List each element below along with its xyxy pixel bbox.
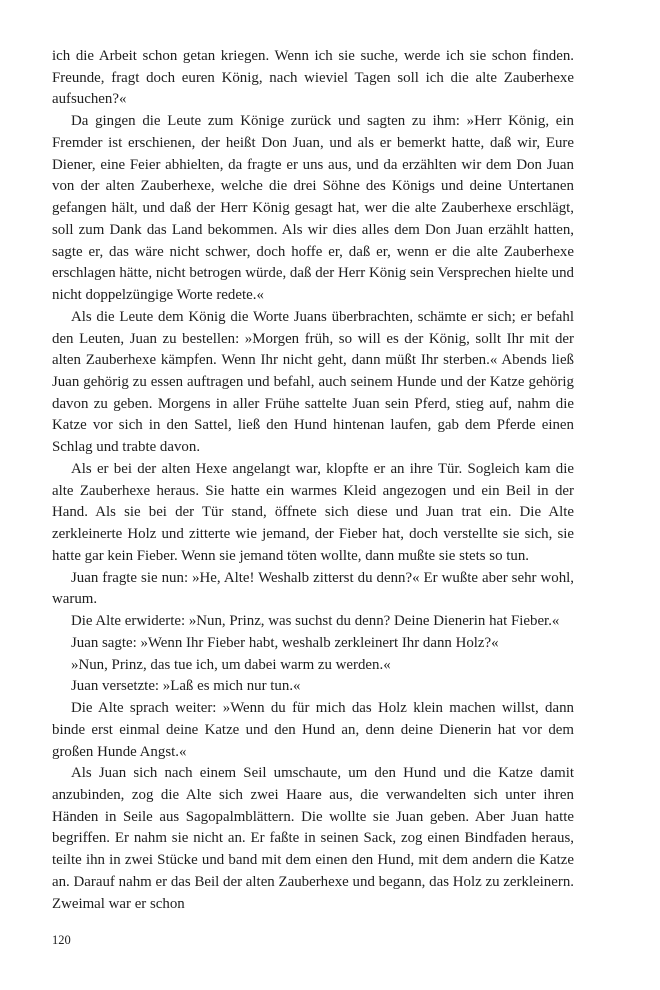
paragraph-6: Die Alte erwiderte: »Nun, Prinz, was suchst du denn? Deine Dienerin hat Fieber.« [71,613,560,630]
paragraph-10: Die Alte sprach weiter: »Wenn du für mich das Holz klein machen willst, dann binde erst einmal deine Katze und den Hund an, denn deine Dienerin hat vor dem großen Hunde Angst.« [52,700,574,760]
paragraph-4: Als er bei der alten Hexe angelangt war, klopfte er an ihre Tür. Sogleich kam die alte Zauberhexe heraus. Sie hatte ein warmes Kleid angezogen und ein Beil in der Hand. Als sie bei der Tür stand, öffnete sich diese und Juan trat ein. Die Alte zerkleinerte Holz und zitterte wie jemand, der Fieber hat, doch verstellte sie sich, sie hatte gar kein Fieber. Wenn sie jemand töten wollte, dann mußte sie stets so tun. [52,460,574,564]
page-body-text [52,46,574,915]
paragraph-5: Juan fragte sie nun: »He, Alte! Weshalb zitterst du denn?« Er wußte aber sehr wohl, warum. [52,569,574,608]
paragraph-3: Als die Leute dem König die Worte Juans überbrachten, schämte er sich; er befahl den Leuten, Juan zu bestellen: »Morgen früh, so will es der König, sollt Ihr mit der alten Zauberhexe kämpfen. Wenn Ihr nicht geht, dann müßt Ihr sterben.« Abends ließ Juan gehörig zu essen auftragen und befahl, auch seinem Hunde und der Katze gehörig davon zu geben. Morgens in aller Frühe sattelte Juan sein Pferd, stieg auf, nahm die Katze vor sich in den Sattel, ließ den Hund hintenan laufen, gab dem Pferde einen Schlag und trabte davon. [52,308,574,456]
page-number: 120 [52,933,71,947]
paragraph-2: Da gingen die Leute zum Könige zurück und sagten zu ihm: »Herr König, ein Fremder ist erschienen, der heißt Don Juan, und als er bemerkt hatte, daß wir, Eure Diener, eine Feier abhielten, da fragte er uns aus, und da erzählten wir dem Don Juan von der alten Zauberhexe, welche die drei Söhne des Königs und deine Untertanen gefangen hält, und daß der Herr König gesagt hat, wer die alte Zauberhexe erschlägt, soll zum Dank das Land bekommen. Als wir dies alles dem Don Juan erzählt hatten, sagte er, das wäre nicht schwer, doch hoffe er, daß er, wenn er die alte Zauberhexe erschlagen hätte, nicht betrogen würde, daß der Herr König sein Versprechen hielte und nicht doppelzüngige Worte redete.« [52,113,574,304]
paragraph-11: Als Juan sich nach einem Seil umschaute, um den Hund und die Katze damit anzubinden, zog die Alte sich zwei Haare aus, die verwandelten sich unter ihren Händen in Seile aus Sagopalmblättern. Die wollte sie Juan geben. Aber Juan hatte begriffen. Er nahm sie nicht an. Er faßte in seinen Sack, zog einen Bindfaden heraus, teilte ihn in zwei Stücke und band mit dem einen den Hund, mit dem andern die Katze an. Darauf nahm er das Beil der alten Zauberhexe und begann, das Holz zu zerkleinern. Zweimal war er schon [52,765,574,912]
paragraph-8: »Nun, Prinz, das tue ich, um dabei warm zu werden.« [71,656,391,673]
paragraph-9: Juan versetzte: »Laß es mich nur tun.« [71,678,301,695]
paragraph-1-continuation: ich die Arbeit schon getan kriegen. Wenn ich sie suche, werde ich sie schon finden. Freunde, fragt doch euren König, nach wieviel Tagen soll ich die alte Zauberhexe aufsuchen?« [52,48,574,108]
paragraph-7: Juan sagte: »Wenn Ihr Fieber habt, weshalb zerkleinert Ihr dann Holz?« [71,634,499,651]
